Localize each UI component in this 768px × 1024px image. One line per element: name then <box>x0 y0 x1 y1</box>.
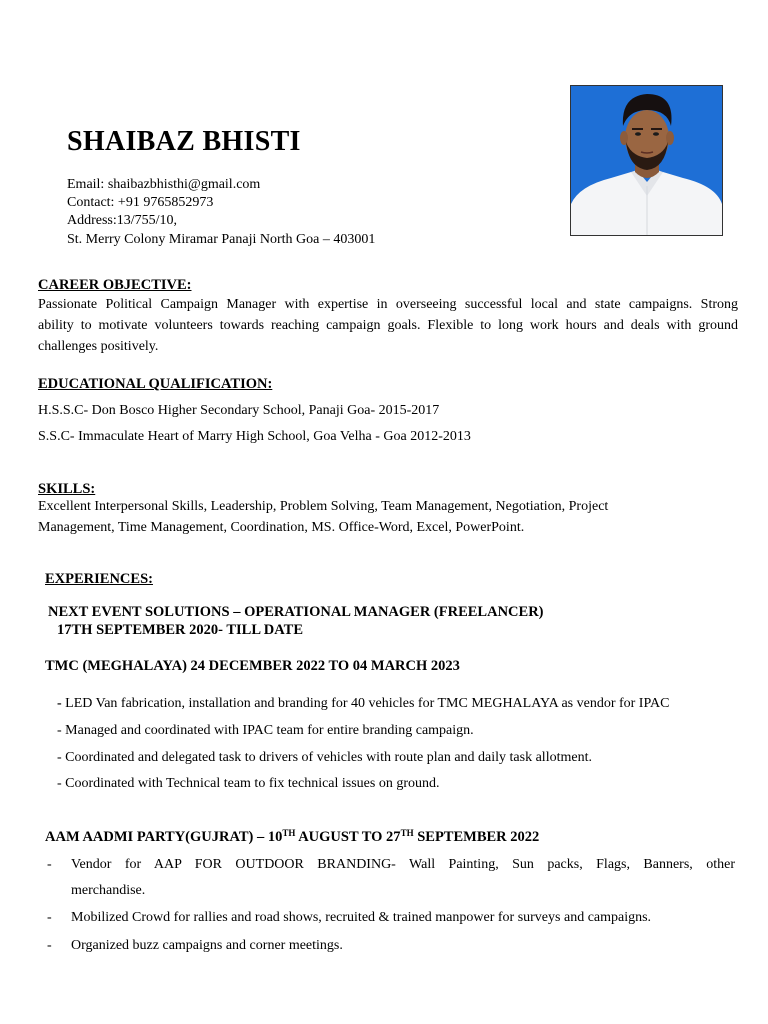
career-line-1: Passionate Political Campaign Manager with expertise in overseeing successful local and state campaigns. Strong <box>38 297 738 312</box>
aap-heading-part-3: SEPTEMBER 2022 <box>413 829 540 845</box>
profile-photo <box>570 85 723 236</box>
tmc-bullet-3-text: Coordinated and delegated task to drivers of vehicles with route plan and daily task allotment. <box>65 750 592 765</box>
skills-line-2: Management, Time Management, Coordination, MS. Office-Word, Excel, PowerPoint. <box>38 519 525 535</box>
aap-bullet-2-text: Mobilized Crowd for rallies and road shows, recruited & trained manpower for surveys and campaigns. <box>71 910 652 925</box>
tmc-bullet-4-dash: - <box>57 776 62 791</box>
career-line-3: challenges positively. <box>38 339 159 354</box>
aap-heading-part-1: AAM AADMI PARTY(GUJRAT) – 10 <box>45 829 283 845</box>
aap-bullet-1-line-2: merchandise. <box>71 883 146 898</box>
tmc-bullet-4 <box>57 776 440 792</box>
phone-line: Contact: +91 9765852973 <box>67 195 214 211</box>
education-heading: EDUCATIONAL QUALIFICATION: <box>38 376 273 392</box>
experiences-heading: EXPERIENCES: <box>45 571 153 587</box>
tmc-heading: TMC (MEGHALAYA) 24 DECEMBER 2022 TO 04 MARCH 2023 <box>45 658 460 674</box>
education-ssc: S.S.C- Immaculate Heart of Marry High School, Goa Velha - Goa 2012-2013 <box>38 429 471 444</box>
career-objective-text <box>38 294 738 357</box>
job-dates-next-event: 17TH SEPTEMBER 2020- TILL DATE <box>57 622 304 638</box>
aap-bullet-1-line-1: Vendor for AAP FOR OUTDOOR BRANDING- Wall Painting, Sun packs, Flags, Banners, other <box>71 857 735 872</box>
career-line-2: ability to motivate volunteers towards reaching campaign goals. Flexible to long work hours and deals with ground <box>38 318 738 333</box>
address-line-1: Address:13/755/10, <box>67 213 178 229</box>
contact-block <box>67 176 375 249</box>
aap-heading-sup-2: TH <box>400 828 414 838</box>
tmc-bullet-3-dash: - <box>57 750 62 765</box>
tmc-bullet-3 <box>57 750 592 766</box>
tmc-bullet-2-dash: - <box>57 723 62 738</box>
aap-heading-sup-1: TH <box>282 828 296 838</box>
skills-text <box>38 497 738 538</box>
email-line: Email: shaibazbhisthi@gmail.com <box>67 177 261 192</box>
aap-bullet-1-dash: - <box>47 857 52 872</box>
aap-bullet-2 <box>47 910 735 930</box>
skills-line-1: Excellent Interpersonal Skills, Leadership, Problem Solving, Team Management, Negotiation, Project <box>38 499 609 514</box>
address-line-2: St. Merry Colony Miramar Panaji North Goa – 403001 <box>67 231 376 247</box>
tmc-bullet-2-text: Managed and coordinated with IPAC team for entire branding campaign. <box>65 723 474 738</box>
aap-heading <box>45 829 539 846</box>
aap-bullet-3-dash: - <box>47 938 52 953</box>
candidate-name: SHAIBAZ BHISTI <box>67 126 301 157</box>
career-objective-heading: CAREER OBJECTIVE: <box>38 277 192 293</box>
profile-photo-illustration <box>571 86 722 235</box>
aap-bullet-2-dash: - <box>47 910 52 925</box>
tmc-bullet-1 <box>57 696 669 712</box>
education-hssc: H.S.S.C- Don Bosco Higher Secondary School, Panaji Goa- 2015-2017 <box>38 403 440 418</box>
tmc-bullet-1-dash: - <box>57 696 62 711</box>
tmc-bullet-4-text: Coordinated with Technical team to fix technical issues on ground. <box>65 776 440 791</box>
aap-bullet-3 <box>47 938 735 958</box>
aap-heading-part-2: AUGUST TO 27 <box>295 829 401 845</box>
job-title-next-event: NEXT EVENT SOLUTIONS – OPERATIONAL MANAGER (FREELANCER) <box>48 604 544 620</box>
skills-heading: SKILLS: <box>38 481 96 497</box>
tmc-bullet-1-text: LED Van fabrication, installation and branding for 40 vehicles for TMC MEGHALAYA as vendor for IPAC <box>65 696 670 711</box>
tmc-bullet-2 <box>57 723 474 739</box>
aap-bullet-1 <box>47 857 735 901</box>
aap-bullet-3-text: Organized buzz campaigns and corner meetings. <box>71 938 343 953</box>
